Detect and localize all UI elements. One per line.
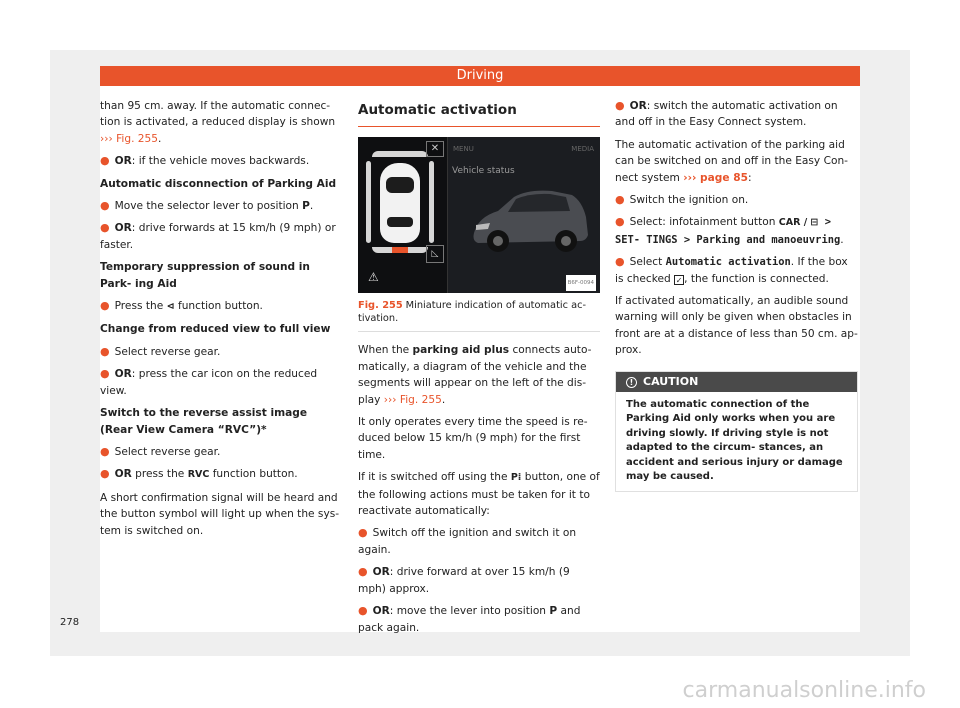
warning-icon: ⚠ xyxy=(368,270,379,285)
paragraph: The automatic activation of the parking aid can be switched on and off in the Easy Con- nect system ››› page 85: xyxy=(615,138,848,184)
bullet-icon: ● xyxy=(358,526,368,540)
section-title: Automatic activation xyxy=(358,98,600,127)
list-item: ● Select: infotainment button CAR / ⊟ > SET- TINGS > Parking and manoeuvring. xyxy=(615,215,844,246)
bullet-icon: ● xyxy=(358,565,368,579)
column-left xyxy=(100,98,340,545)
figure-reference-link[interactable]: ››› Fig. 255 xyxy=(100,132,159,145)
list-item: ● OR: move the lever into position P and pack again. xyxy=(358,604,581,634)
list-item: ● Switch the ignition on. xyxy=(615,193,749,207)
caution-box xyxy=(615,371,858,492)
bullet-icon: ● xyxy=(615,99,625,112)
subheading: Change from reduced view to full view xyxy=(100,323,331,336)
watermark: carmanualsonline.info xyxy=(682,678,926,703)
list-item: ● Press the ⊲ function button. xyxy=(100,299,263,313)
sound-icon[interactable]: ◺ xyxy=(426,245,444,263)
bullet-icon: ● xyxy=(100,199,110,213)
paragraph: If it is switched off using the P⁞ button, one of the following actions must be taken for it to reactivate automatically: xyxy=(358,471,600,518)
car-menu-button-icon: CAR / ⊟ xyxy=(778,217,819,229)
car-top-view-icon[interactable] xyxy=(380,163,420,243)
right-segment xyxy=(429,161,434,243)
vehicle-status-label: Vehicle status xyxy=(452,166,515,177)
car-image xyxy=(468,181,590,259)
paragraph: than 95 cm. away. If the automatic connec- tion is activated, a reduced display is shown ››› Fig. 255. xyxy=(100,100,336,145)
paragraph: If activated automatically, an audible sound warning will only be given when obstacles in front are at a distance of less than 50 cm. ap- prox. xyxy=(615,295,858,357)
subheading: Switch to the reverse assist image (Rear View Camera “RVC”)* xyxy=(100,407,308,436)
bullet-icon: ● xyxy=(100,467,110,481)
parking-aid-button-icon: P⁞ xyxy=(510,472,522,484)
menu-label: MENU xyxy=(453,145,474,154)
rear-right-segment xyxy=(408,247,428,253)
bullet-icon: ● xyxy=(615,255,625,269)
list-item: ● OR: drive forward at over 15 km/h (9 mph) approx. xyxy=(358,565,570,595)
figure-caption: Fig. 255 Miniature indication of automatic ac- tivation. xyxy=(358,293,600,332)
left-segment xyxy=(366,161,371,243)
column-middle xyxy=(358,98,600,642)
subheading: Temporary suppression of sound in Park- ing Aid xyxy=(100,261,310,290)
figure-reference-link[interactable]: ››› Fig. 255 xyxy=(383,393,442,406)
list-item: ● Switch off the ignition and switch it on again. xyxy=(358,526,577,556)
bullet-icon: ● xyxy=(100,221,110,235)
list-item: ● OR: switch the automatic activation on and off in the Easy Connect system. xyxy=(615,99,838,129)
list-item: ● Select reverse gear. xyxy=(100,444,221,458)
bullet-icon: ● xyxy=(615,215,625,229)
section-header: Driving xyxy=(100,66,860,86)
car-rear-window xyxy=(387,217,413,227)
caution-text: The automatic connection of the Parking Aid only works when you are driving slowly. If driving style is not adapted to the circum- stances, an accident and serious injury or damage may be caused. xyxy=(626,398,843,483)
list-item: ● OR press the RVC function button. xyxy=(100,467,298,481)
subheading: Automatic disconnection of Parking Aid xyxy=(100,177,337,190)
paragraph: A short confirmation signal will be heard and the button symbol will light up when the sys- tem is switched on. xyxy=(100,491,340,537)
car-windshield xyxy=(386,177,414,193)
rear-left-segment xyxy=(372,247,392,253)
bullet-icon: ● xyxy=(100,367,110,381)
front-segment xyxy=(372,151,428,157)
mute-button-icon: ⊲ xyxy=(166,301,175,313)
bullet-icon: ● xyxy=(100,444,110,458)
bullet-icon: ● xyxy=(100,154,110,168)
bullet-icon: ● xyxy=(615,193,625,207)
parking-aid-panel xyxy=(358,137,448,293)
bullet-icon: ● xyxy=(100,344,110,358)
paragraph: When the parking aid plus connects auto- matically, a diagram of the vehicle and the segments will appear on the left of the dis- play ››› Fig. 255. xyxy=(358,344,592,406)
rvc-button-icon: RVC xyxy=(187,469,210,481)
figure-255 xyxy=(358,137,600,293)
paragraph: It only operates every time the speed is re- duced below 15 km/h (9 mph) for the first time. xyxy=(358,416,588,461)
rear-center-segment-warning xyxy=(392,247,408,253)
list-item: ● OR: drive forwards at 15 km/h (9 mph) or faster. xyxy=(100,221,336,251)
bullet-icon: ● xyxy=(100,299,110,313)
checkbox-checked-icon: ✓ xyxy=(675,275,683,285)
caution-icon: ! xyxy=(626,377,637,388)
column-right xyxy=(615,98,858,492)
caution-header: ! CAUTION xyxy=(616,372,857,392)
close-icon[interactable]: ✕ xyxy=(426,141,444,157)
list-item: ● OR: press the car icon on the reduced view. xyxy=(100,367,318,397)
page-number: 278 xyxy=(60,617,80,628)
media-label: MEDIA xyxy=(571,145,594,154)
figure-code: B6F-0094 xyxy=(566,275,596,291)
list-item: ● Select Automatic activation. If the box is checked ✓ , the function is connected. xyxy=(615,255,848,285)
list-item: ● Select reverse gear. xyxy=(100,344,221,358)
bullet-icon: ● xyxy=(358,604,368,618)
page-reference-link[interactable]: ››› page 85 xyxy=(683,171,748,184)
list-item: ● Move the selector lever to position P. xyxy=(100,199,314,213)
list-item: ● OR: if the vehicle moves backwards. xyxy=(100,154,310,168)
